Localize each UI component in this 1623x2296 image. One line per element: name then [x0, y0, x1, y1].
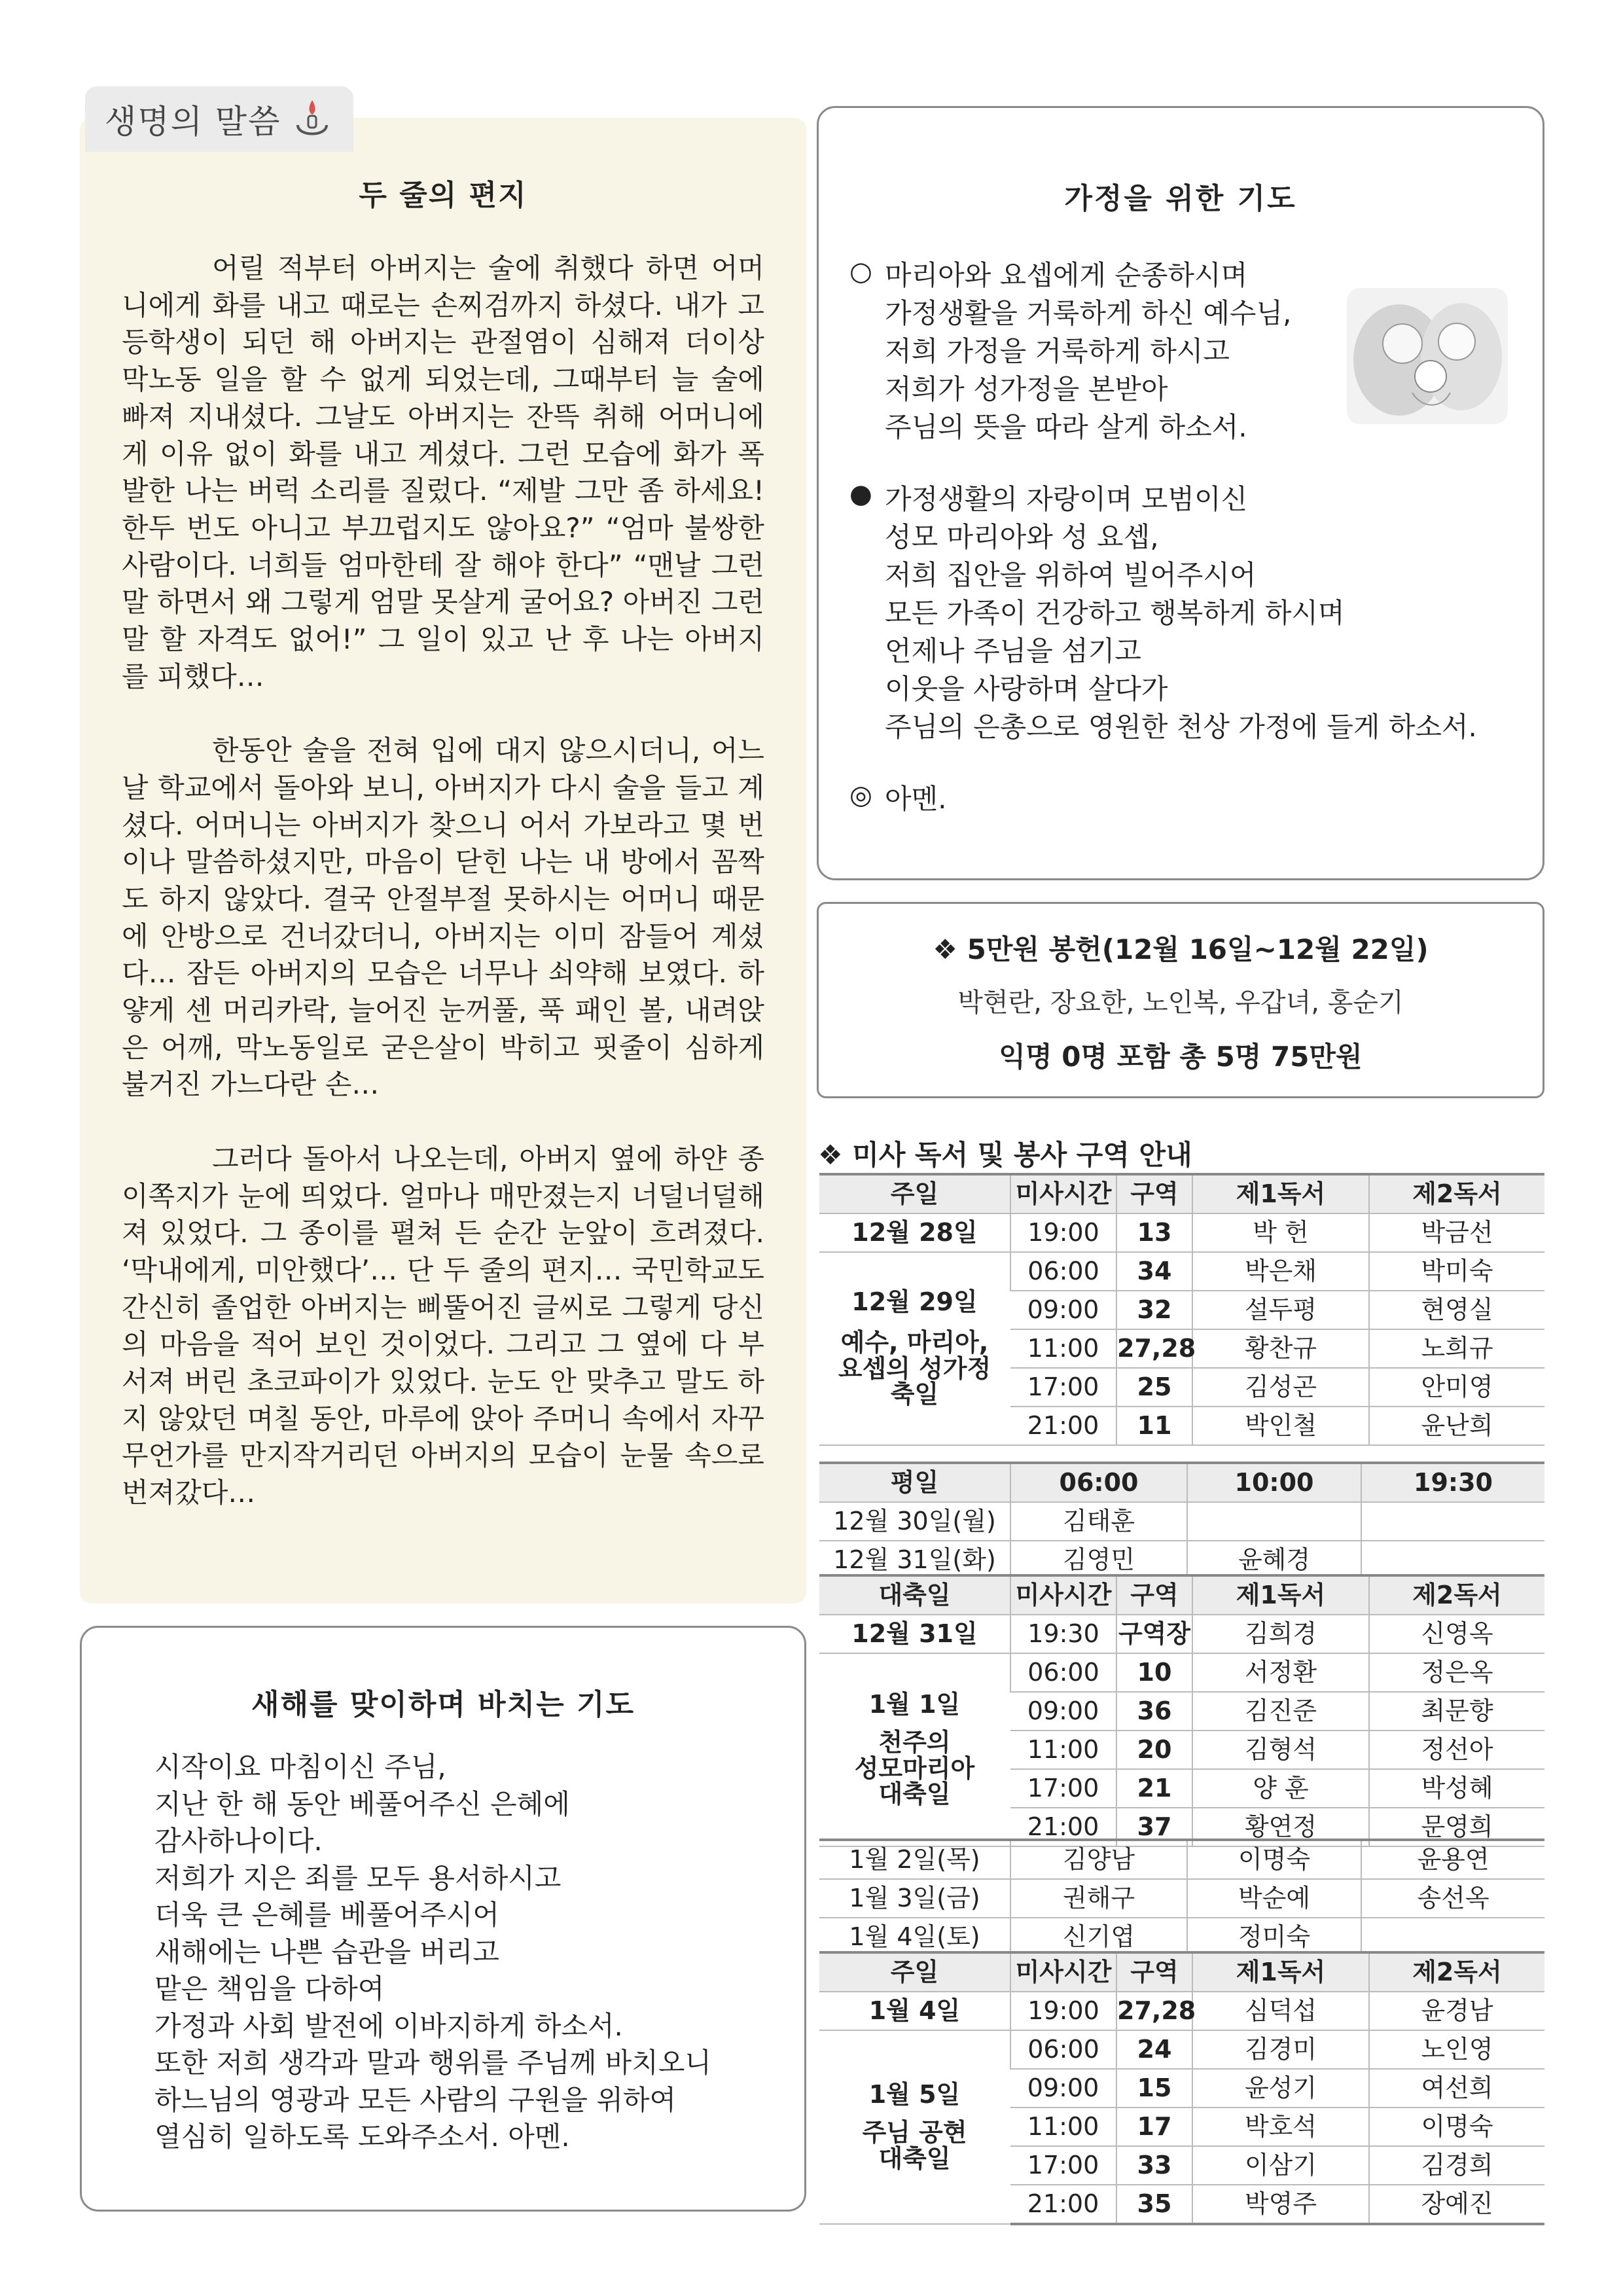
- table-cell: 32: [1116, 1291, 1192, 1329]
- prayer-line: 하느님의 영광과 모든 사람의 구원을 위하여: [154, 2083, 677, 2116]
- letter-body: [122, 250, 764, 1549]
- header-cell: 주일: [819, 1952, 1010, 1992]
- table-cell: 김희경: [1192, 1615, 1369, 1653]
- header-cell: 구역: [1116, 1174, 1192, 1213]
- table-row: [819, 1213, 1544, 1252]
- table-cell: 박 헌: [1192, 1213, 1369, 1252]
- header-cell: 06:00: [1010, 1463, 1187, 1502]
- table-cell: 윤용연: [1361, 1840, 1544, 1879]
- table-cell: 11:00: [1010, 1329, 1116, 1368]
- section-tab-label: 생명의 말씀: [105, 103, 281, 141]
- prayer-line: 새해에는 나쁜 습관을 버리고: [154, 1935, 499, 1968]
- prayer-line: 지난 한 해 동안 베풀어주신 은혜에: [154, 1787, 570, 1820]
- table-cell: 25: [1116, 1368, 1192, 1407]
- table-row: [819, 1615, 1544, 1653]
- table-cell: 1월 4일: [819, 1992, 1010, 2030]
- table-header-row: [819, 1952, 1544, 1992]
- header-cell: 구역: [1116, 1575, 1192, 1615]
- table-cell: 양 훈: [1192, 1769, 1369, 1808]
- amen-line: 아멘.: [885, 783, 947, 815]
- table-cell: 21:00: [1010, 1808, 1116, 1846]
- prayer-line: 가정과 사회 발전에 이바지하게 하소서.: [154, 2009, 623, 2042]
- prayer-line: 가정생활을 거룩하게 하신 예수님,: [885, 297, 1292, 329]
- table-cell: 현영실: [1369, 1291, 1544, 1329]
- table-cell: 문영희: [1369, 1808, 1544, 1846]
- table-cell: 설두평: [1192, 1291, 1369, 1329]
- table-cell: 심덕섭: [1192, 1992, 1369, 2030]
- table-cell: 12월 30일(월): [819, 1502, 1010, 1541]
- table-cell: 윤성기: [1192, 2069, 1369, 2108]
- letter-paragraph: 한동안 술을 전혀 입에 대지 않으시더니, 어느 날 학교에서 돌아와 보니, 아버지가 다시 술을 들고 계셨다. 어머니는 아버지가 찾으니 어서 가보라고 몇 번이나 말씀하셨지만, 마음이 닫힌 나는 내 방에서 꼼짝도 하지 않았다. 결국 안절부절 못하시는 어머니 때문에 안방으로 건너갔더니, 아버지는 이미 잠들어 계셨다… 잠든 아버지의 모습은 너무나 쇠약해 보였다. 하얗게 센 머리카락, 늘어진 눈꺼풀, 푹 패인 볼, 내려앉은 어깨, 막노동일로 굳은살이 박히고 핏줄이 심하게 불거진 가느다란 손…: [122, 734, 764, 1101]
- table-row: [819, 1840, 1544, 1879]
- letter-title: 두 줄의 편지: [359, 179, 527, 212]
- table-cell: 24: [1116, 2030, 1192, 2069]
- prayer-line: 주님의 뜻을 따라 살게 하소서.: [885, 411, 1247, 443]
- table-cell: 21: [1116, 1769, 1192, 1808]
- table-row: [819, 1502, 1544, 1541]
- table-cell: 김진준: [1192, 1692, 1369, 1731]
- table-cell: 20: [1116, 1731, 1192, 1769]
- table-cell: 이명숙: [1369, 2108, 1544, 2146]
- table-cell: 06:00: [1010, 1653, 1116, 1692]
- table-cell: 27,28: [1116, 1992, 1192, 2030]
- table-cell: 박성혜: [1369, 1769, 1544, 1808]
- table-cell: 박은채: [1192, 1252, 1369, 1291]
- feast-table: [819, 1574, 1544, 1847]
- table-cell: 신기엽: [1010, 1918, 1187, 1956]
- table-cell: 김성곤: [1192, 1368, 1369, 1407]
- feast-label-cell: 1월 5일 주님 공현 대축일: [819, 2030, 1010, 2224]
- weekday-table: [819, 1839, 1544, 1957]
- letter-paragraph: 어릴 적부터 아버지는 술에 취했다 하면 어머니에게 화를 내고 때로는 손찌검까지 하셨다. 내가 고등학생이 되던 해 아버지는 관절염이 심해져 더이상 막노동 일을 할 수 없게 되었는데, 그때부터 늘 술에 빠져 지내셨다. 그날도 아버지는 잔뜩 취해 어머니에게 이유 없이 화를 내고 계셨다. 그런 모습에 화가 폭발한 나는 버럭 소리를 질렀다. “제발 그만 좀 하세요! 한두 번도 아니고 부끄럽지도 않아요?” “엄마 불쌍한 사람이다. 너희들 엄마한테 잘 해야 한다” “맨날 그런 말 하면서 왜 그렇게 엄말 못살게 굴어요? 아버진 그런 말 할 자격도 없어!” 그 일이 있고 난 후 나는 아버지를 피했다…: [122, 252, 764, 692]
- mass-schedule-table: [819, 1173, 1544, 1446]
- table-cell: 21:00: [1010, 2185, 1116, 2224]
- table-cell: 신영옥: [1369, 1615, 1544, 1653]
- table-cell: 12월 28일: [819, 1213, 1010, 1252]
- table-cell: 12월 31일(화): [819, 1541, 1010, 1579]
- table-cell: 이삼기: [1192, 2146, 1369, 2185]
- table-cell: 구역장: [1116, 1615, 1192, 1653]
- header-cell: 제2독서: [1369, 1952, 1544, 1992]
- table-row: [819, 2030, 1544, 2069]
- feast-label-cell: 12월 29일 예수, 마리아, 요셉의 성가정 축일: [819, 1252, 1010, 1445]
- table-cell: 06:00: [1010, 2030, 1116, 2069]
- table-cell: 박인철: [1192, 1407, 1369, 1445]
- offering-names: 박현란, 장요한, 노인복, 우갑녀, 홍순기: [957, 988, 1404, 1018]
- table-cell: 27,28: [1116, 1329, 1192, 1368]
- double-circle-bullet: ◎: [849, 780, 872, 810]
- table-cell: 1월 4일(토): [819, 1918, 1010, 1956]
- table-cell: 17:00: [1010, 2146, 1116, 2185]
- table-header-row: [819, 1575, 1544, 1615]
- prayer-line: 저희가 성가정을 본받아: [885, 373, 1168, 405]
- prayer-line: 맡은 책임을 다하여: [154, 1973, 385, 2005]
- sunday-table: [819, 1951, 1544, 2225]
- weekday-table: [819, 1462, 1544, 1580]
- prayer-line: 언제나 주님을 섬기고: [885, 635, 1141, 667]
- prayer-line: 시작이요 마침이신 주님,: [154, 1751, 446, 1783]
- table-cell: 06:00: [1010, 1252, 1116, 1291]
- prayer-line: 열심히 일하도록 도와주소서. 아멘.: [154, 2121, 570, 2153]
- table-cell: 박미숙: [1369, 1252, 1544, 1291]
- table-cell: 정선아: [1369, 1731, 1544, 1769]
- holy-family-illustration: [1347, 288, 1508, 424]
- table-cell: 송선옥: [1361, 1879, 1544, 1918]
- table-cell: [1187, 1502, 1361, 1541]
- table-cell: 33: [1116, 2146, 1192, 2185]
- table-header-row: [819, 1174, 1544, 1213]
- prayer-line: 저희 가정을 거룩하게 하시고: [885, 335, 1230, 367]
- table-cell: 35: [1116, 2185, 1192, 2224]
- candle-icon: [293, 96, 332, 142]
- table-cell: 1월 2일(목): [819, 1840, 1010, 1879]
- table-cell: 김영민: [1010, 1541, 1187, 1579]
- table-cell: 권해구: [1010, 1879, 1187, 1918]
- table-cell: 09:00: [1010, 2069, 1116, 2108]
- section-tab: [85, 86, 353, 152]
- header-cell: 19:30: [1361, 1463, 1544, 1502]
- table-cell: 서정환: [1192, 1653, 1369, 1692]
- table-cell: 최문향: [1369, 1692, 1544, 1731]
- table-cell: 21:00: [1010, 1407, 1116, 1445]
- header-cell: 제2독서: [1369, 1174, 1544, 1213]
- prayer-line: 저희가 지은 죄를 모두 용서하시고: [154, 1861, 562, 1894]
- header-cell: 제1독서: [1192, 1952, 1369, 1992]
- table-header-row: [819, 1463, 1544, 1502]
- table-row: [819, 1653, 1544, 1692]
- table-cell: 김태훈: [1010, 1502, 1187, 1541]
- table-cell: 안미영: [1369, 1368, 1544, 1407]
- table-cell: 박영주: [1192, 2185, 1369, 2224]
- table-cell: 이명숙: [1187, 1840, 1361, 1879]
- header-cell: 미사시간: [1010, 1952, 1116, 1992]
- table-row: [819, 1252, 1544, 1291]
- table-row: [819, 1879, 1544, 1918]
- schedule-title: ❖ 미사 독서 및 봉사 구역 안내: [818, 1139, 1192, 1171]
- newyear-prayer-title: 새해를 맞이하며 바치는 기도: [251, 1688, 635, 1721]
- prayer-line: 가정생활의 자랑이며 모범이신: [885, 483, 1248, 515]
- table-cell: 19:00: [1010, 1992, 1116, 2030]
- letter-paragraph: 그러다 돌아서 나오는데, 아버지 옆에 하얀 종이쪽지가 눈에 띄었다. 얼마나 매만졌는지 너덜너덜해져 있었다. 그 종이를 펼쳐 든 순간 눈앞이 흐려졌다. ‘막내에게, 미안했다’… 단 두 줄의 편지… 국민학교도 간신히 졸업한 아버지는 삐뚤어진 글씨로 그렇게 당신의 마음을 적어 보인 것이었다. 그리고 그 옆에 다 부서져 버린 초코파이가 있었다. 눈도 안 맞추고 말도 하지 않았던 며칠 동안, 마루에 앉아 주머니 속에서 자꾸 무언가를 만지작거리던 아버지의 모습이 눈물 속으로 번져갔다…: [122, 1142, 764, 1509]
- table-cell: 37: [1116, 1808, 1192, 1846]
- table-cell: 노인영: [1369, 2030, 1544, 2069]
- prayer-line: 저희 집안을 위하여 빌어주시어: [885, 559, 1257, 591]
- prayer-line: 성모 마리아와 성 요셉,: [885, 521, 1159, 553]
- feast-label-cell: 1월 1일 천주의 성모마리아 대축일: [819, 1653, 1010, 1846]
- header-cell: 제1독서: [1192, 1174, 1369, 1213]
- prayer-line: 이웃을 사랑하며 살다가: [885, 673, 1168, 705]
- table-cell: 09:00: [1010, 1692, 1116, 1731]
- table-cell: 김형석: [1192, 1731, 1369, 1769]
- table-cell: 15: [1116, 2069, 1192, 2108]
- table-cell: 36: [1116, 1692, 1192, 1731]
- table-cell: 34: [1116, 1252, 1192, 1291]
- header-cell: 제2독서: [1369, 1575, 1544, 1615]
- table-cell: 09:00: [1010, 1291, 1116, 1329]
- table-row: [819, 1992, 1544, 2030]
- table-cell: 여선희: [1369, 2069, 1544, 2108]
- prayer-line: 더욱 큰 은혜를 베풀어주시어: [154, 1899, 499, 1931]
- table-cell: 정은옥: [1369, 1653, 1544, 1692]
- header-cell: 미사시간: [1010, 1575, 1116, 1615]
- table-cell: 박호석: [1192, 2108, 1369, 2146]
- table-cell: 19:00: [1010, 1213, 1116, 1252]
- header-cell: 미사시간: [1010, 1174, 1116, 1213]
- table-cell: 11: [1116, 1407, 1192, 1445]
- offering-total: 익명 0명 포함 총 5명 75만원: [999, 1041, 1363, 1073]
- table-cell: 윤혜경: [1187, 1541, 1361, 1579]
- offering-title: ❖ 5만원 봉헌(12월 16일~12월 22일): [933, 933, 1429, 965]
- prayer-line: 마리아와 요셉에게 순종하시며: [885, 259, 1248, 291]
- table-cell: 10: [1116, 1653, 1192, 1692]
- header-cell: 주일: [819, 1174, 1010, 1213]
- table-cell: 황찬규: [1192, 1329, 1369, 1368]
- header-cell: 제1독서: [1192, 1575, 1369, 1615]
- table-cell: 박순예: [1187, 1879, 1361, 1918]
- table-cell: 박금선: [1369, 1213, 1544, 1252]
- table-cell: 11:00: [1010, 1731, 1116, 1769]
- table-cell: 노희규: [1369, 1329, 1544, 1368]
- table-cell: 17:00: [1010, 1368, 1116, 1407]
- prayer-line: 모든 가족이 건강하고 행복하게 하시며: [885, 597, 1345, 629]
- header-cell: 대축일: [819, 1575, 1010, 1615]
- table-cell: 황연정: [1192, 1808, 1369, 1846]
- table-cell: 1월 3일(금): [819, 1879, 1010, 1918]
- prayer-line: 또한 저희 생각과 말과 행위를 주님께 바치오니: [154, 2047, 711, 2079]
- table-cell: 13: [1116, 1213, 1192, 1252]
- table-cell: 김양남: [1010, 1840, 1187, 1879]
- prayer-line: 주님의 은총으로 영원한 천상 가정에 들게 하소서.: [885, 711, 1477, 743]
- table-cell: 11:00: [1010, 2108, 1116, 2146]
- table-cell: 김경미: [1192, 2030, 1369, 2069]
- newyear-prayer-body: [154, 1749, 711, 2156]
- header-cell: 구역: [1116, 1952, 1192, 1992]
- table-cell: 19:30: [1010, 1615, 1116, 1653]
- header-cell: 평일: [819, 1463, 1010, 1502]
- family-prayer-title: 가정을 위한 기도: [1064, 182, 1297, 215]
- table-cell: 장예진: [1369, 2185, 1544, 2224]
- header-cell: 10:00: [1187, 1463, 1361, 1502]
- table-cell: [1361, 1502, 1544, 1541]
- table-cell: 17: [1116, 2108, 1192, 2146]
- table-cell: 김경희: [1369, 2146, 1544, 2185]
- prayer-line: 감사하나이다.: [154, 1825, 323, 1857]
- filled-circle-bullet: ●: [849, 479, 872, 509]
- table-cell: 17:00: [1010, 1769, 1116, 1808]
- table-cell: 12월 31일: [819, 1615, 1010, 1653]
- table-cell: 정미숙: [1187, 1918, 1361, 1956]
- open-circle-bullet: ○: [849, 257, 872, 287]
- table-cell: 윤경남: [1369, 1992, 1544, 2030]
- table-cell: 윤난희: [1369, 1407, 1544, 1445]
